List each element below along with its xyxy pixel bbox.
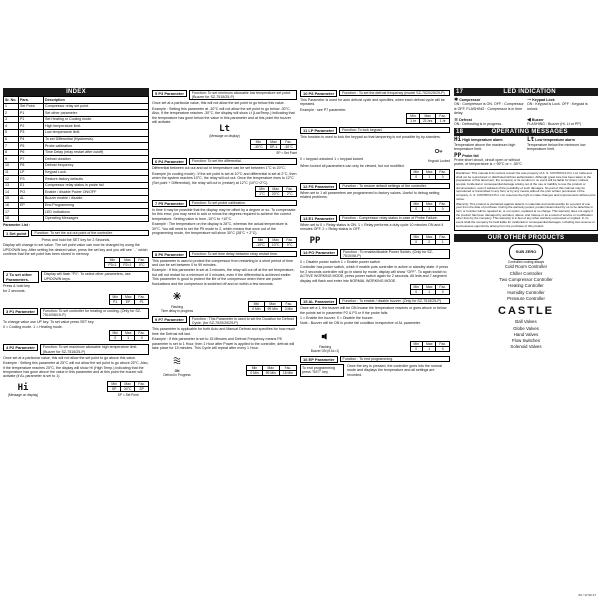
index-srno: 17 bbox=[4, 209, 19, 216]
p6-text: This parameter is used to protect the compressor from restarting in a short period of time and can be set between 0 to 99 minutes. bbox=[152, 258, 294, 267]
p7-name: 9 P7 Parameter bbox=[152, 316, 187, 323]
index-para: P3 bbox=[19, 129, 44, 136]
p1-name: 3 P1 Parameter bbox=[3, 308, 38, 315]
list-item: Pressure Controller bbox=[507, 295, 545, 301]
index-desc: Set Heating or Cooling mode. bbox=[44, 116, 149, 123]
table-row bbox=[4, 136, 149, 143]
index-desc: Time Delay (relay restart after cutoff) bbox=[44, 149, 149, 156]
p7-func: Function : This Parameter is used to set the Duration for Defrost Cycle. (for SZ-7520/25/29-P) bbox=[189, 316, 297, 326]
ep-func: Function : To end programming. bbox=[340, 356, 450, 362]
p3-display: Lt bbox=[219, 124, 230, 135]
other-press-text: Press & hold key for 2 seconds. bbox=[3, 284, 30, 293]
index-srno: 9 bbox=[4, 156, 19, 163]
index-para: E1 bbox=[19, 182, 44, 189]
p4-func: Function: To set the differential. bbox=[189, 158, 297, 164]
index-srno: 18 bbox=[4, 215, 19, 222]
compressor-icon: ✱ bbox=[454, 97, 459, 103]
lp-vals: 0 = keypad unlocked 1 = keypad locked bbox=[300, 157, 364, 162]
other-params-name: 2 To set other Parameters. bbox=[3, 271, 39, 283]
list-item: Flow Switches bbox=[511, 338, 541, 344]
po-section bbox=[300, 249, 450, 295]
om-title: OPERATING MESSAGES bbox=[491, 129, 568, 136]
al-section bbox=[300, 298, 450, 353]
setpoint-name: 1 Set point bbox=[3, 230, 29, 237]
po-func: Function : To enable/disable Power Switch. (Only for SZ-7510/08-P) bbox=[340, 249, 450, 259]
p7-on2: Defrost in Progress bbox=[163, 373, 191, 378]
list-item: Cold Room Controller bbox=[504, 264, 548, 270]
parameter-list-title: Parameter List : bbox=[3, 223, 31, 228]
p6-name: 8 P6 Parameter bbox=[152, 251, 187, 258]
table-row bbox=[4, 116, 149, 123]
index-para: PO bbox=[19, 189, 44, 196]
lp-text2: When locked all parameters can only be viewed, but not modified. bbox=[300, 163, 405, 168]
index-para: P4 bbox=[19, 136, 44, 143]
table-row bbox=[4, 110, 149, 117]
index-srno: 8 bbox=[4, 149, 19, 156]
list-item: Hand Valves bbox=[513, 331, 539, 337]
buzzer-icon bbox=[321, 333, 329, 340]
p7-table: Min Max Fac. 0 Min 99 Min 15 Min bbox=[246, 365, 297, 376]
table-row bbox=[4, 123, 149, 130]
p8-text: This Parameter is used for auto defrost cycle and specifies, when each defrost cycle will be repeated. bbox=[300, 98, 445, 107]
fs-text: When set to 1 all parameters are programmed to factory values. Useful to debug setting related problems. bbox=[300, 191, 440, 200]
index-para: P1 bbox=[19, 110, 44, 117]
index-srno: 6 bbox=[4, 136, 19, 143]
p5-section bbox=[152, 200, 297, 247]
index-desc: High temperature limit. bbox=[44, 123, 149, 130]
index-srno: 5 bbox=[4, 129, 19, 136]
index-desc: Restore factory defaults bbox=[44, 176, 149, 183]
fs-func: Function : To restore default settings of the controller. bbox=[339, 183, 450, 189]
index-desc: LED indications bbox=[44, 209, 149, 216]
index-desc: To set Differential (Hysteresis). bbox=[44, 136, 149, 143]
p7-example: Example : If this parameter is set to 15 Minutes and Defrost Frequency means P8 parameter is set to 1 Hour, then 1 Hour after Power is applied to the controller, defrost will take place for 15 minutes. This Cycle will repeat after every 1 Hour. bbox=[152, 337, 295, 350]
e1-section bbox=[300, 215, 450, 246]
castle-product-list bbox=[454, 319, 598, 350]
p4-table: Min Max Fac. 1°C 20°C 2°C bbox=[255, 186, 297, 197]
other-params-b: To select other parameters, use UP/DOWN keys. bbox=[44, 272, 131, 281]
index-para: EP bbox=[19, 202, 44, 209]
p6-example: Example : If this parameter is set at 3 minutes, the relay will cut off at the set temperature, but will not restart for a minimum of 3 minutes, even if the differential is achieved earlier. This parameter is good to protect the life of the compressor when there are power fluctuations and the compressor is switched off and on within a few seconds. bbox=[152, 268, 295, 286]
table-row bbox=[4, 169, 149, 176]
table-row bbox=[4, 215, 149, 222]
ep-right: Once the key is pressed, the controller goes into the normal mode and displays the temperature and all settings are recorded. bbox=[347, 363, 442, 377]
table-row bbox=[4, 189, 149, 196]
press-hold-text: Press and hold the SET key for 2 Seconds. bbox=[41, 237, 111, 242]
list-item: Two Compressor Controller bbox=[499, 277, 553, 283]
p8-example: Example : see P7 parameter. bbox=[300, 107, 347, 112]
index-desc: Low temperature limit. bbox=[44, 129, 149, 136]
index-srno: 16 bbox=[4, 202, 19, 209]
p2-table: Min Max Fac. SP 30°C SP bbox=[107, 381, 149, 392]
e1-display: PP bbox=[309, 235, 321, 246]
p3-name: 5 P3 Parameter bbox=[152, 90, 187, 97]
col-srno: Sr. No. bbox=[4, 97, 19, 104]
table-row bbox=[4, 195, 149, 202]
fs-table: Min Max Fac. 0 1 0 bbox=[410, 201, 450, 212]
buzzer-icon: ◀ bbox=[527, 116, 531, 123]
index-srno: 14 bbox=[4, 189, 19, 196]
other-params-a: Display will flash "P1". bbox=[44, 272, 80, 277]
p1-section bbox=[3, 308, 149, 341]
p1-func: Function: To set controller for heating or cooling. (Only for SZ-7510/08/15-P) bbox=[40, 308, 149, 318]
p4-text: Differential between cut out and cut in temperature can be set between 1°C to 20°C. bbox=[152, 166, 286, 171]
led-grid bbox=[454, 98, 598, 126]
fs-name: 12 FS Parameter bbox=[300, 183, 337, 190]
table-row bbox=[4, 149, 149, 156]
p8-func: Function : To set the defrost frequency (model SZ-7520/25/29-P) bbox=[339, 90, 450, 96]
p2-func: Function: To set maximum allowable high temperature limit. (Buzzer for SZ-7515/25-P) bbox=[40, 344, 149, 354]
index-para: P1 bbox=[19, 116, 44, 123]
msg-pp: PP Probe fail Probe short circuit, circuit open or without probe, or temperature is > 99°C or < -50°C bbox=[454, 151, 522, 167]
p1-table: Min Max Fac. 0 1 0 bbox=[109, 330, 149, 341]
index-srno: 11 bbox=[4, 169, 19, 176]
led-defrost: ≋ Defrost ON : Defrosting is in progress. bbox=[454, 116, 503, 127]
lp-text: This function is used to lock the keypad so that tampering is not possible by by-standers. bbox=[300, 135, 441, 140]
p5-example: Example : The temperature on the display is 28°C, whereas the actual temperature is 30°C. You will need to set the P5 mode to 2, which means that once out of the programming mode, the temperature will show 30°C (28°C + 2°C). bbox=[152, 222, 288, 236]
index-para bbox=[19, 215, 44, 222]
index-srno: 15 bbox=[4, 195, 19, 202]
msg-hi: Hi High temperature alarm Temperature above the maximum high temperature limit. bbox=[454, 136, 516, 152]
index-para: P2 bbox=[19, 123, 44, 130]
castle-logo: CASTLE bbox=[498, 305, 554, 318]
p7-on: ON bbox=[174, 369, 180, 374]
subzero-tagline: Controlled cooling always bbox=[507, 260, 545, 265]
table-row bbox=[4, 103, 149, 110]
p5-table: Min Max Fac. -10°C 10°C 0°C bbox=[252, 237, 297, 248]
warranty: Warranty: This product is warranted against defects in materials and workmanship for a period of one year from the date of purchase. During the warranty period, product determined by us to be defective in form or function will be repaired at, or our option, replaced at no charge. This warranty does not apply if the product has been damaged by accident, abuse, and misuse or as a result of service or modification other than by the company. This warranty is in lieu of any other warranty expressed or implied. In no event shall the company be held liable for incidental or consequential damages, including lost revenue or lost business opportunity arising from the purchase of this product. bbox=[456, 201, 595, 228]
al-vals: 1 = Enable the buzzer. 0 = Disable the buzzer. bbox=[300, 315, 374, 320]
led-buzzer: ◀ Buzzer FLASHING : Buzzer (Hi, Lt or PP) bbox=[527, 116, 581, 127]
index-desc: Enable / disable Power ON/OFF bbox=[44, 189, 149, 196]
index-header: INDEX bbox=[3, 88, 149, 96]
list-item: Globe Valves bbox=[513, 325, 539, 331]
index-desc: Set other parameter. bbox=[44, 110, 149, 117]
p6-flash2: Time delay in progress bbox=[160, 308, 194, 313]
p6-section bbox=[152, 251, 297, 313]
lp-section bbox=[300, 127, 450, 180]
column-params-b bbox=[300, 88, 450, 592]
lp-name: 11 LP Parameter bbox=[300, 127, 337, 134]
al-icon-label2: Buzzer ON (if AL=1) bbox=[310, 348, 340, 353]
p3-section bbox=[152, 90, 297, 155]
other-table: Min Max Fac. P1 EP P1 bbox=[109, 294, 149, 305]
p4-section bbox=[152, 158, 297, 197]
defrost-icon: ≋ bbox=[454, 116, 459, 123]
index-desc: Compressor relay set point. bbox=[44, 103, 149, 110]
table-row bbox=[4, 129, 149, 136]
p2-text: Once set at a particular value, this will not allow the set point to go above this value. bbox=[3, 355, 137, 360]
p2-display: Hi bbox=[17, 382, 29, 393]
index-para: LP bbox=[19, 169, 44, 176]
index-srno: 10 bbox=[4, 162, 19, 169]
product-list bbox=[454, 264, 598, 302]
al-icon-label: Flashing bbox=[318, 344, 332, 349]
index-para: AL bbox=[19, 195, 44, 202]
table-row bbox=[4, 176, 149, 183]
index-desc: Defrost duration bbox=[44, 156, 149, 163]
p1-change: To change value use UP key. To set value press SET key bbox=[3, 319, 94, 324]
col-desc: Description bbox=[44, 97, 149, 104]
index-srno: 3 bbox=[4, 116, 19, 123]
col-para: Para. bbox=[19, 97, 44, 104]
al-table: Min Max Fac. 0 1 0 bbox=[410, 341, 450, 352]
al-note: Note - Buzzer will be ON in probe fail condition irrespective of AL parameter. bbox=[300, 321, 421, 326]
lp-func: Function: To lock keypad. bbox=[339, 127, 450, 133]
index-desc: Probe calibration bbox=[44, 143, 149, 150]
index-para: P7 bbox=[19, 156, 44, 163]
e1-text: When set to 0 = Relay status is ON. 1 = Relay performs a duty cycle 10 minutes ON and 4 minutes OFF. 2 = Relay status is OFF. bbox=[300, 222, 444, 232]
ep-name: 16 EP Parameter bbox=[300, 356, 338, 363]
om-header bbox=[454, 128, 598, 136]
index-desc: Defrost frequency bbox=[44, 162, 149, 169]
p4-name: 6 P4 Parameter bbox=[152, 158, 187, 165]
e1-func: Function : Compressor relay status in case of Probe Failure. bbox=[339, 215, 450, 221]
p8-section bbox=[300, 90, 450, 124]
lp-icon-label: Keypad Locked bbox=[428, 158, 450, 163]
al-text: Once set a 1, the buzzer will be ON incase the temperature reaches or goes above or below the points set in parameter P2 & P3 or if the probe fails. bbox=[300, 306, 447, 315]
al-name: 15 AL Parameter bbox=[300, 298, 337, 305]
index-para: P8 bbox=[19, 162, 44, 169]
index-srno: 2 bbox=[4, 110, 19, 117]
p7-section bbox=[152, 316, 297, 377]
index-para: P5 bbox=[19, 143, 44, 150]
list-item: Ball Valves bbox=[515, 319, 537, 325]
fs-section bbox=[300, 183, 450, 212]
p5-func: Function: To set probe calibration. bbox=[189, 200, 297, 206]
index-desc: Compressor relay status in probe fail bbox=[44, 182, 149, 189]
index-srno: 1 bbox=[4, 103, 19, 110]
index-para bbox=[19, 209, 44, 216]
led-num: 17 bbox=[456, 89, 464, 95]
p2-msg: (Message on display) bbox=[7, 392, 39, 397]
table-row bbox=[4, 182, 149, 189]
index-desc: End Programming bbox=[44, 202, 149, 209]
p1-modes: 0 = Cooling mode. 1 = Heating mode. bbox=[3, 324, 63, 329]
disclaimer: Disclaimer: This manual & its content remain the sole property of A. S. CONTROLS Pvt. Ltd. India and shall not be reproduced or distributed without authorisation. Although great care has been taken in the preparation of this document, the company or its vendors in no event will be liable for direct, indirect, special, incidental or consequential damage arising out of the use or inability to use the product or documentation, even if advised of the possibility of such damages. No part of this manual may be reproduced or transmitted in any form or by any means without the prior written permission of the company. A. S. CONTROLS Pvt. Ltd. reserves the right to make changes and improvements without prior notice. bbox=[456, 170, 596, 201]
led-header bbox=[454, 88, 598, 96]
p2-section bbox=[3, 344, 149, 396]
index-desc: Keypad Lock. bbox=[44, 169, 149, 176]
p6-func: Function: To set time delay between relay restart time. bbox=[189, 251, 297, 257]
index-desc: Buzzer enable / disable. bbox=[44, 195, 149, 202]
defrost-icon bbox=[173, 356, 181, 364]
p2-foot: SP = Set Point bbox=[117, 392, 139, 397]
p5-text: In time it may be possible that the display may be offset by a degree or so. To compensate for this error, you may need to add or minus the degrees required to achieve the correct temperature. Setting value is from -10°C to +10°C. bbox=[152, 208, 296, 221]
index-para: P6 bbox=[19, 149, 44, 156]
al-func: Function : To enable / disable buzzer. (Only for SZ-7515/25-P) bbox=[339, 298, 450, 304]
list-item: Chiller Controller bbox=[509, 270, 543, 276]
p5-name: 7 P5 Parameter bbox=[152, 200, 187, 207]
po-text2: Controller has power switch, which if enable puts controller in active or standby state. If press for 2 seconds controller will go in stand by mode, display will show "OFF". To again switch to ACTIVE WORKING MODE, press power switch again for 2 seconds. All leds and 7-segment display will flash and enter into NORMAL WORKING MODE. bbox=[300, 265, 449, 283]
list-item: Humidity Controller bbox=[507, 289, 545, 295]
p8-name: 10 P8 Parameter bbox=[300, 90, 337, 97]
p8-table: Min Max Fac. 1 hr 21 hrs 1 hr bbox=[406, 113, 450, 124]
table-row bbox=[4, 156, 149, 163]
setpoint-table: Min Max Fac. P3=1 P2=1 0°C bbox=[104, 257, 149, 268]
om-grid bbox=[454, 138, 598, 166]
column-info bbox=[454, 88, 598, 592]
list-item: Heating Controller bbox=[508, 283, 544, 289]
other-products-header: OUR OTHER PRODUCTS bbox=[454, 234, 598, 242]
list-item: Solenoid Valves bbox=[510, 344, 542, 350]
ep-section bbox=[300, 356, 450, 378]
po-table: Min Max Fac. 0 1 0 bbox=[410, 284, 450, 295]
table-row bbox=[4, 162, 149, 169]
subzero-logo: SUB ZERO bbox=[509, 244, 543, 260]
p4-example: Example (in cooling mode) : If the set point is set at 10°C and differential is set at 2°C, then when the system reaches 10°C, the relay will cut out. Once the temperature rises to 12°C (Set point + Differential), the relay will cut in (restart) at 12°C (10°C+2°C). bbox=[152, 171, 297, 185]
led-keypad-lock: ⊸ Keypad Lock ON : Keypad is Lock. OFF : Keypad is unlock. bbox=[527, 97, 588, 111]
setpoint-section bbox=[3, 230, 149, 269]
ep-left: To end programming press "SET" key bbox=[300, 364, 344, 377]
p3-example: Example : Setting this parameter at -30°C will not allow the set point to go below -30°C. Also, if the temperature reaches -30°C, the display will show Lt (LowTemp.) indicating that the temperature has gone below the value in this parameter and at this point the buzzer will activate. bbox=[152, 106, 295, 125]
column-index bbox=[3, 88, 149, 592]
p3-func: Function: To set minimum allowable low temperature set point. (Buzzer for SZ-7515/25-P) bbox=[189, 90, 297, 100]
legal-box bbox=[454, 169, 598, 232]
key-icon: ⊸ bbox=[527, 97, 532, 103]
p3-foot: SP = Set Point bbox=[276, 151, 297, 156]
table-row bbox=[4, 202, 149, 209]
index-para: FS bbox=[19, 176, 44, 183]
p2-example: Example : Setting this parameter at 25°C will not allow the set point to go above 25°C. Also, if the temperature reaches 25°C, the display will show Hi (High Temp.) indicating that the temperature has gone above the value in this parameter and at this point the buzzer will activate (if AL parameter is set to 1) bbox=[3, 361, 149, 379]
led-compressor: ✱ Compressor ON : Compressor is ON. OFF : Compressor is OFF. FLASHING : Compressor is in time delay. bbox=[454, 97, 524, 116]
index-desc: Operating Messages bbox=[44, 215, 149, 222]
index-srno: 13 bbox=[4, 182, 19, 189]
key-icon bbox=[435, 148, 443, 154]
e1-table: Min Max Fac. 0 2 1 bbox=[410, 234, 450, 245]
table-row bbox=[4, 209, 149, 216]
lp-table: Min Max Fac. 0 1 0 bbox=[410, 169, 450, 180]
p3-msg: (Message on display) bbox=[209, 134, 240, 139]
table-row bbox=[4, 143, 149, 150]
e1-name: 13 E1 Parameter bbox=[300, 215, 337, 222]
om-num: 18 bbox=[456, 129, 464, 136]
document-code: 03 / 17.02.17 bbox=[578, 593, 596, 597]
led-title: LED INDICATION bbox=[503, 89, 556, 95]
other-params-section bbox=[3, 271, 149, 305]
p7-text: This parameter is applicable for both Auto and Manual Defrost and specifies for how much time the Defrost will last. bbox=[152, 327, 296, 336]
setpoint-func: Function: To set the cut out point of the controller. bbox=[31, 230, 149, 236]
index-srno: 7 bbox=[4, 143, 19, 150]
setpoint-text: Display will change to set value. The set point value can now be changed by using the UP/DOWN key. After setting the desired value, press the set key and you will see ' - ' which confirms that the set point has been stored in memory. bbox=[3, 243, 148, 256]
p3-text: Once set at a particular value, this will not allow the set point to go below this value. bbox=[152, 101, 285, 106]
snowflake-icon bbox=[173, 292, 181, 300]
msg-lt: Lt Low temperature alarm Temperature below the minimum low temperature limit. bbox=[527, 136, 586, 152]
p6-flash: Flashing bbox=[170, 304, 184, 309]
po-text: 0 = Disable power switch 1 = Enable power switch bbox=[300, 260, 380, 265]
index-table bbox=[3, 96, 149, 222]
p3-table: Min Max Fac. -30°C SP-1 -30°C bbox=[250, 139, 297, 150]
p2-name: 4 P2 Parameter bbox=[3, 344, 38, 351]
index-para: Set Point bbox=[19, 103, 44, 110]
index-srno: 4 bbox=[4, 123, 19, 130]
p6-table: Min Max Fac. 0 Min 99 Min 3 Min bbox=[248, 301, 297, 312]
column-params-a bbox=[152, 88, 297, 592]
index-srno: 12 bbox=[4, 176, 19, 183]
po-name: 14 PO Parameter bbox=[300, 249, 338, 256]
